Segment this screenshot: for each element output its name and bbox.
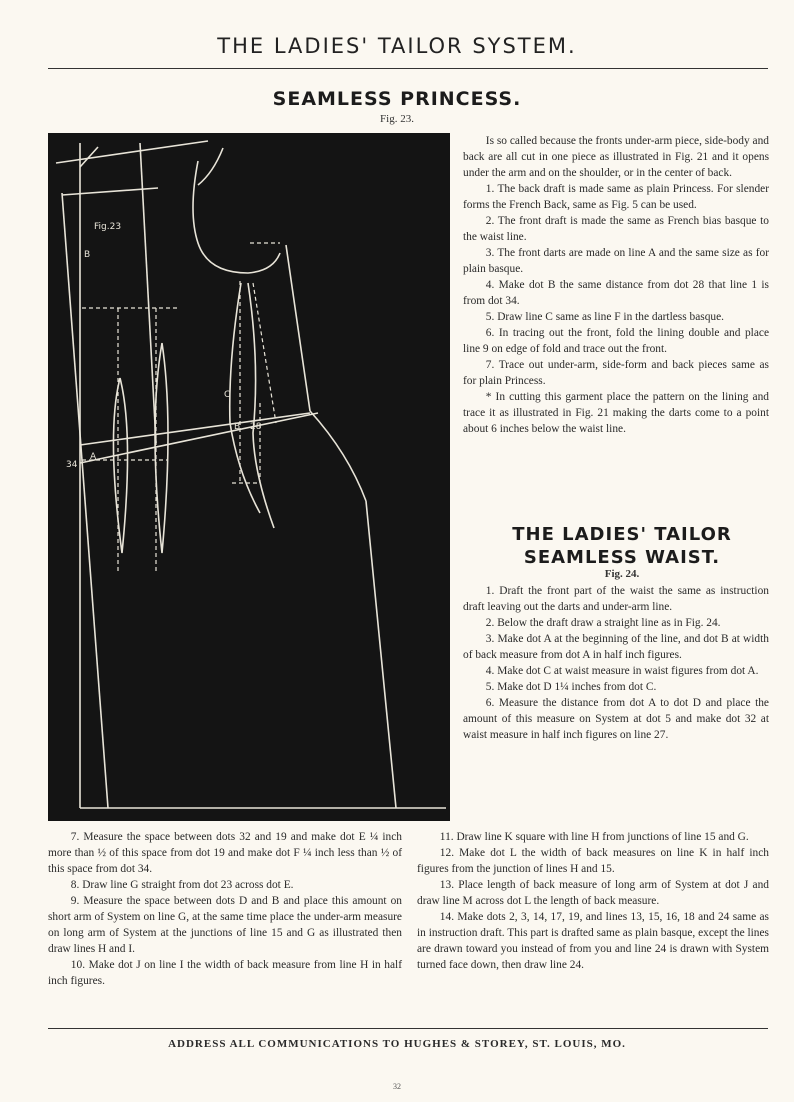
step-paragraph: 7. Trace out under-arm, side-form and back pieces same as for plain Princess.: [463, 359, 769, 387]
right-column-middle: [463, 583, 769, 743]
front-skirt-line: [366, 501, 396, 808]
step-paragraph: 4. Make dot C at waist measure in waist figures from dot A.: [485, 665, 759, 677]
waist-title-line1: THE LADIES' TAILOR: [512, 524, 732, 545]
waist-title-line2: SEAMLESS WAIST.: [523, 547, 721, 568]
note-paragraph: * In cutting this garment place the pattern on the lining and trace it as illustrated in Fig. 21 making the darts come to a point about 6 inches below the waist line.: [463, 391, 769, 435]
step-paragraph: 12. Make dot L the width of back measures on line K in half inch figures from the junction of lines H and 15.: [417, 847, 769, 875]
figure-mark-c: C: [224, 390, 231, 400]
step-paragraph: 3. Make dot A at the beginning of the line, and dot B at width of back measure from dot A in half inch figures.: [463, 633, 769, 661]
shoulder-line: [56, 141, 208, 163]
step-paragraph: 8. Draw line G straight from dot 23 across dot E.: [70, 879, 294, 891]
step-paragraph: 3. The front darts are made on line A and the same size as for plain basque.: [463, 247, 769, 275]
figure-mark-34: 34: [66, 460, 78, 470]
step-paragraph: 7. Measure the space between dots 32 and 19 and make dot E ¼ inch more than ½ of this space from dot 19 and make dot F ¼ inch less than ½ of this space from dot 34.: [48, 831, 402, 875]
intro-paragraph: Is so called because the fronts under-arm piece, side-body and back are all cut in one piece as illustrated in Fig. 21 and it opens under the arm and on the shoulder, or in the center of back.: [463, 135, 769, 179]
step-paragraph: 4. Make dot B the same distance from dot 28 that line 1 is from dot 34.: [463, 279, 769, 307]
hem-curve: [310, 411, 366, 501]
section-title: SEAMLESS PRINCESS.: [272, 88, 522, 110]
figure-23-caption: Fig. 23.: [380, 113, 414, 125]
step-paragraph: 2. The front draft is made the same as French bias basque to the waist line.: [463, 215, 769, 243]
step-paragraph: 6. In tracing out the front, fold the lining double and place line 9 on edge of fold and trace out the front.: [463, 327, 769, 355]
dart-2: [155, 343, 168, 553]
step-paragraph: 13. Place length of back measure of long arm of System at dot J and draw line M across dot L the length of back measure.: [417, 879, 769, 907]
pattern-drawing: [48, 133, 450, 821]
left-column-bottom: [48, 829, 402, 989]
figure-24-caption: Fig. 24.: [604, 568, 640, 580]
pattern-figure-23: [48, 133, 450, 821]
front-edge-line: [286, 245, 310, 411]
running-head: THE LADIES' TAILOR SYSTEM.: [217, 34, 577, 58]
right-column-top: [463, 133, 769, 437]
step-paragraph: 1. Draft the front part of the waist the same as instruction draft leaving out the darts and under-arm line.: [463, 585, 769, 613]
figure-label: Fig.23: [94, 222, 122, 232]
step-paragraph: 5. Draw line C same as line F in the dartless basque.: [485, 311, 724, 323]
step-paragraph: 11. Draw line K square with line H from junctions of line 15 and G.: [439, 831, 749, 843]
waist-line-a: [80, 413, 318, 463]
footer-rule: [48, 1028, 768, 1029]
figure-mark-28: 28: [250, 422, 262, 432]
right-column-bottom: [417, 829, 769, 973]
step-paragraph: 2. Below the draft draw a straight line as in Fig. 24.: [485, 617, 721, 629]
figure-mark-a: A: [90, 452, 97, 462]
figure-mark-b: B: [84, 250, 91, 260]
step-paragraph: 5. Make dot D 1¼ inches from dot C.: [485, 681, 657, 693]
chest-line: [62, 188, 158, 195]
header-rule: [48, 68, 768, 69]
footer-address: ADDRESS ALL COMMUNICATIONS TO HUGHES & STOREY, ST. LOUIS, MO.: [168, 1038, 626, 1050]
page-number: 32: [393, 1082, 401, 1091]
dart-1: [113, 378, 127, 553]
step-paragraph: 9. Measure the space between dots D and B and place this amount on short arm of System on line G, at the same time place the under-arm measure on long arm of System at the junctions of line 15 and G as illustrated then draw lines H and I.: [48, 895, 402, 955]
step-paragraph: 10. Make dot J on line I the width of back measure from line H in half inch figures.: [48, 959, 402, 987]
step-paragraph: 14. Make dots 2, 3, 14, 17, 19, and lines 13, 15, 16, 18 and 24 same as in instruction draft. This part is drafted same as plain basque, except the lines are drawn toward you instead of from you and line 24 is drawn with System turned face down, then draw line 24.: [417, 911, 769, 971]
figure-mark-b2: B: [234, 422, 241, 432]
step-paragraph: 6. Measure the distance from dot A to dot D and place the amount of this measure on System at dot 5 and make dot 32 at waist measure in half inch figures on line 27.: [463, 697, 769, 741]
step-paragraph: 1. The back draft is made same as plain Princess. For slender forms the French Back, same as Fig. 5 can be used.: [463, 183, 769, 211]
back-skirt-line: [62, 193, 108, 808]
waist-section-title: [462, 523, 782, 569]
